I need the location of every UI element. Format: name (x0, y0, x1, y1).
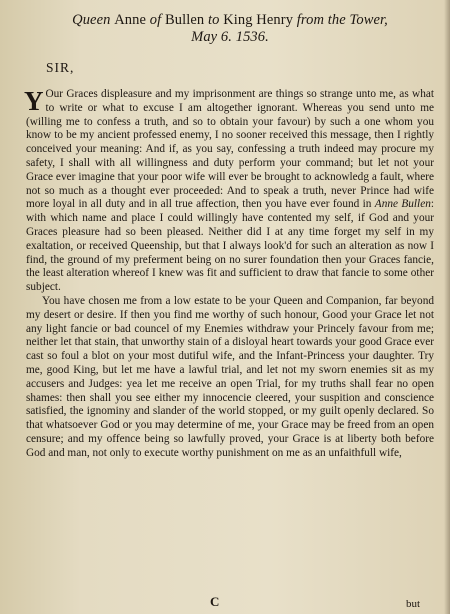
heading-anne: Anne (114, 12, 147, 28)
letter-heading (26, 12, 434, 46)
catchword: but (405, 598, 420, 610)
paragraph-1-text-a: Our Graces displeasure and my imprisonment are things so strange unto me, as what to write or what to excuse I am altogether ignorant. Whereas you send unto me (willing me to confess a truth, and so to obtain your favour) by such a one whom you know to be my ancient professed enemy, I no sooner received this message, then I rightly conceived your meaning: And if, as you say, confessing a truth indeed may procure my safety, I shall with all willingness and duty perform your command; but let not your Grace ever imagine that your poor wife will ever be brought to acknowledg a fault, where not so much as a thought ever proceeded: And to speak a truth, never Prince had wife more loyal in all duty and in all true affection, then you have ever found in (26, 88, 434, 211)
drop-cap: Y (24, 86, 44, 116)
salutation: SIR, (46, 60, 75, 75)
heading-king-henry: King Henry (223, 12, 294, 28)
heading-to: to (207, 12, 220, 28)
letter-body (26, 88, 434, 461)
paragraph-2: You have chosen me from a low estate to be your Queen and Companion, far beyond my desert or desire. If then you find me worthy of such honour, Good your Grace let not any light fancie or bad councel of my Enemies withdraw your Princely favour from me; neither let that stain, that unworthy stain of a disloyal heart towards your good Grace ever cast so foul a blot on your most dutiful wife, and the Infant-Princess your daughter. Try me, good King, but let me have a lawful trial, and let not my sworn enemies sit as my accusers and Judges: yea let me receive an open Trial, for my truths shall fear no open shames: then shall you see either my innocencie cleered, your suspition and conscience satisfied, the ignominy and slander of the world stopped, or my guilt openly declared. So that whatsoever God or you may determine of me, your Grace may be freed from an open censure; and my offence being so lawfully proved, your Grace is at liberty both before God and man, not only to execute worthy punishment on me as an unfaithfull wife, (26, 294, 434, 459)
page-footer (0, 592, 450, 614)
paragraph-1 (26, 88, 434, 295)
signature-mark: C (210, 594, 220, 609)
heading-of: of (149, 12, 162, 28)
paragraph-1-text-b: : with which name and place I could willingly have contented my self, if God and your Graces pleasure had so been pleased. Neither did I at any time forget my self in my exaltation, or received Queenship, but that I always look'd for such an alteration as now I find, the ground of my preferment being on no surer foundation then your Graces fancie, the least alteration whereof I knew was fit and sufficient to draw that fancie to some other subject. (26, 198, 435, 294)
heading-queen: Queen (72, 12, 111, 28)
heading-bullen: Bullen (164, 12, 205, 28)
paragraph-1-name: Anne Bullen (374, 198, 431, 211)
heading-from-tower: from the Tower, (296, 12, 388, 28)
heading-line-1 (26, 12, 434, 29)
heading-date: May 6. 1536. (191, 29, 269, 45)
